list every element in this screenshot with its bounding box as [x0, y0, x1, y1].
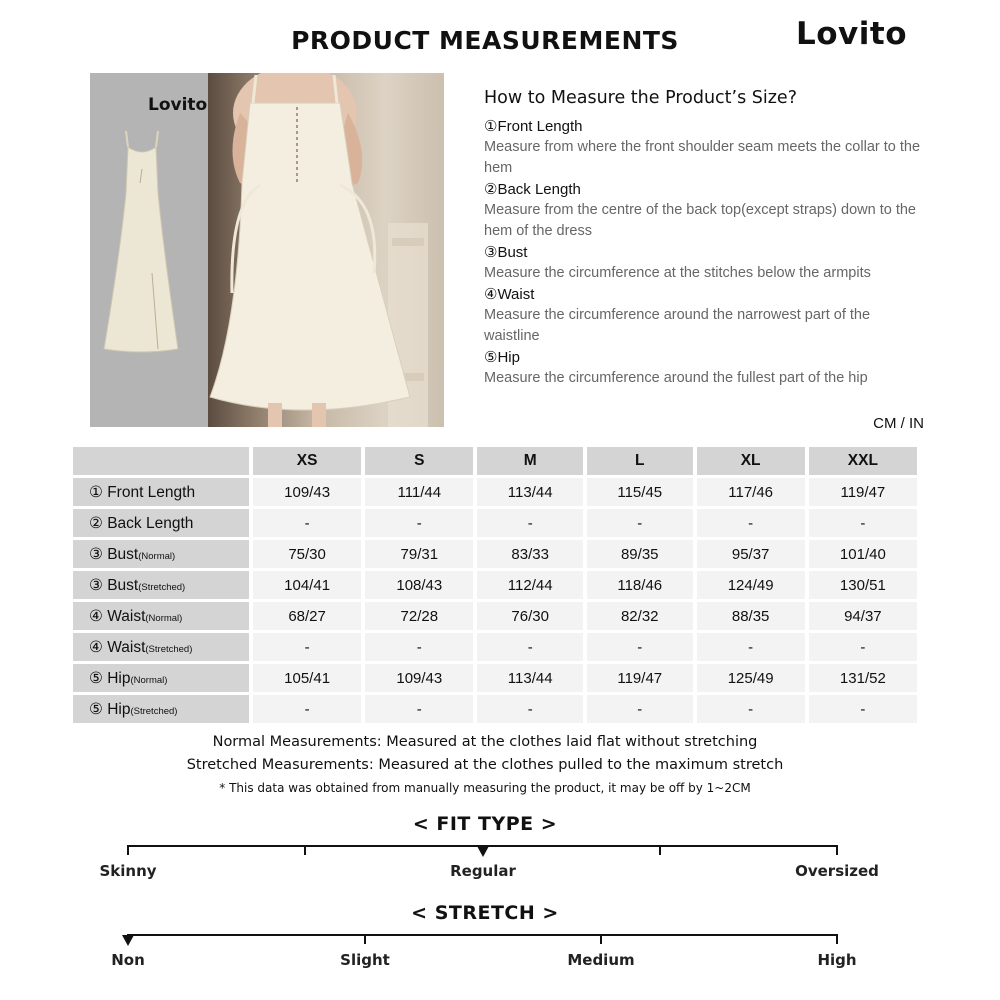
row-label [73, 602, 249, 630]
size-cell: 83/33 [477, 540, 583, 568]
stretch-tick [836, 934, 838, 944]
size-cell: - [253, 695, 361, 723]
row-label-qualifier: (Normal) [145, 612, 183, 624]
size-cell: 124/49 [697, 571, 805, 599]
dress-illustration [90, 73, 444, 427]
size-cell: 88/35 [697, 602, 805, 630]
fit-type-tick [127, 845, 129, 855]
note-stretched: Stretched Measurements: Measured at the clothes pulled to the maximum stretch [186, 757, 784, 773]
fit-type-tick [836, 845, 838, 855]
size-cell: 72/28 [365, 602, 473, 630]
fit-type-title: < FIT TYPE > [412, 813, 558, 835]
fit-type-label: Oversized [795, 862, 879, 880]
size-cell: - [697, 633, 805, 661]
brand-logo: Lovito [796, 16, 908, 52]
size-cell: - [587, 633, 693, 661]
stretch-label: High [817, 951, 857, 969]
size-cell: - [365, 633, 473, 661]
size-table-body [73, 478, 917, 723]
stretch-selected-marker [122, 935, 134, 946]
fit-type-tick [659, 845, 661, 855]
fit-type-label: Skinny [99, 862, 157, 880]
size-cell: 95/37 [697, 540, 805, 568]
size-header: S [365, 447, 473, 475]
row-label-text: ② Back Length [89, 514, 194, 532]
size-cell: - [477, 633, 583, 661]
measure-item-name: ②Back Length [484, 181, 581, 198]
size-cell: - [253, 633, 361, 661]
measure-item-name: ⑤Hip [484, 349, 520, 366]
size-cell: 104/41 [253, 571, 361, 599]
row-label-qualifier: (Stretched) [145, 643, 193, 655]
measure-item-desc: Measure the circumference at the stitches below the armpits [484, 265, 871, 281]
size-cell: 109/43 [365, 664, 473, 692]
row-label [73, 633, 249, 661]
size-cell: - [253, 509, 361, 537]
table-row [73, 478, 917, 506]
size-cell: 113/44 [477, 664, 583, 692]
measure-item-desc: Measure from where the front shoulder seam meets the collar to the hem [484, 139, 921, 176]
size-cell: 119/47 [587, 664, 693, 692]
stretch-tick [364, 934, 366, 944]
measure-item [484, 242, 924, 284]
row-label-text: ④ Waist [89, 638, 146, 656]
size-header-row [73, 447, 917, 475]
row-label-text: ③ Bust [89, 545, 139, 563]
size-table [69, 444, 921, 726]
size-cell: - [809, 695, 917, 723]
size-cell: 119/47 [809, 478, 917, 506]
measure-item [484, 284, 924, 347]
row-label [73, 478, 249, 506]
row-label-text: ⑤ Hip [89, 669, 131, 687]
size-cell: 109/43 [253, 478, 361, 506]
size-header: XL [697, 447, 805, 475]
row-label-qualifier: (Normal) [138, 550, 176, 562]
size-table-corner [73, 447, 249, 475]
row-label [73, 695, 249, 723]
stretch-tick [600, 934, 602, 944]
size-cell: 68/27 [253, 602, 361, 630]
size-cell: 82/32 [587, 602, 693, 630]
measure-instructions-title: How to Measure the Product’s Size? [484, 88, 797, 108]
table-row [73, 602, 917, 630]
measure-item-desc: Measure the circumference around the narrowest part of the waistline [484, 307, 871, 344]
size-cell: 94/37 [809, 602, 917, 630]
size-cell: 131/52 [809, 664, 917, 692]
table-row [73, 540, 917, 568]
size-cell: 117/46 [697, 478, 805, 506]
size-cell: - [477, 695, 583, 723]
row-label-qualifier: (Normal) [130, 674, 168, 686]
row-label-text: ④ Waist [89, 607, 146, 625]
row-label [73, 540, 249, 568]
photo-brand-logo: Lovito [148, 95, 208, 115]
size-cell: 130/51 [809, 571, 917, 599]
size-cell: 115/45 [587, 478, 693, 506]
row-label [73, 509, 249, 537]
size-cell: 111/44 [365, 478, 473, 506]
size-cell: - [477, 509, 583, 537]
row-label [73, 664, 249, 692]
size-cell: 105/41 [253, 664, 361, 692]
measure-item-desc: Measure the circumference around the fullest part of the hip [484, 370, 868, 386]
note-disclaimer: * This data was obtained from manually measuring the product, it may be off by 1~2CM [219, 781, 751, 795]
table-row [73, 571, 917, 599]
fit-type-label: Regular [450, 862, 516, 880]
table-row [73, 633, 917, 661]
size-cell: - [587, 509, 693, 537]
row-label-qualifier: (Stretched) [130, 705, 178, 717]
size-cell: 89/35 [587, 540, 693, 568]
measure-item-name: ④Waist [484, 286, 535, 303]
fit-type-tick [304, 845, 306, 855]
size-cell: - [365, 695, 473, 723]
size-cell: 118/46 [587, 571, 693, 599]
measure-item-name: ①Front Length [484, 118, 583, 135]
size-header: XXL [809, 447, 917, 475]
size-cell: 112/44 [477, 571, 583, 599]
stretch-scale-line [127, 934, 838, 936]
row-label-text: ⑤ Hip [89, 700, 131, 718]
page-title: PRODUCT MEASUREMENTS [291, 26, 679, 55]
size-cell: - [809, 509, 917, 537]
measure-item-desc: Measure from the centre of the back top(except straps) down to the hem of the dress [484, 202, 916, 239]
size-cell: 79/31 [365, 540, 473, 568]
size-cell: 113/44 [477, 478, 583, 506]
size-cell: 75/30 [253, 540, 361, 568]
stretch-label: Slight [340, 951, 390, 969]
note-normal: Normal Measurements: Measured at the clothes laid flat without stretching [212, 734, 758, 750]
unit-label: CM / IN [873, 415, 924, 432]
measure-item-name: ③Bust [484, 244, 528, 261]
size-header: XS [253, 447, 361, 475]
size-cell: 76/30 [477, 602, 583, 630]
row-label-qualifier: (Stretched) [138, 581, 186, 593]
row-label-text: ③ Bust [89, 576, 139, 594]
size-cell: 125/49 [697, 664, 805, 692]
row-label [73, 571, 249, 599]
table-row [73, 509, 917, 537]
table-row [73, 664, 917, 692]
measure-item [484, 347, 924, 389]
stretch-label: Medium [567, 951, 635, 969]
size-cell: - [365, 509, 473, 537]
size-header: L [587, 447, 693, 475]
fit-type-selected-marker [477, 846, 489, 857]
stretch-title: < STRETCH > [411, 902, 559, 924]
size-cell: - [697, 695, 805, 723]
product-photo [90, 73, 444, 427]
row-label-text: ① Front Length [89, 483, 196, 501]
measure-instructions [484, 88, 924, 389]
size-cell: - [697, 509, 805, 537]
size-cell: - [809, 633, 917, 661]
size-header: M [477, 447, 583, 475]
stretch-label: Non [111, 951, 145, 969]
table-row [73, 695, 917, 723]
size-cell: 108/43 [365, 571, 473, 599]
size-cell: - [587, 695, 693, 723]
measure-item [484, 179, 924, 242]
measure-item [484, 116, 924, 179]
size-cell: 101/40 [809, 540, 917, 568]
